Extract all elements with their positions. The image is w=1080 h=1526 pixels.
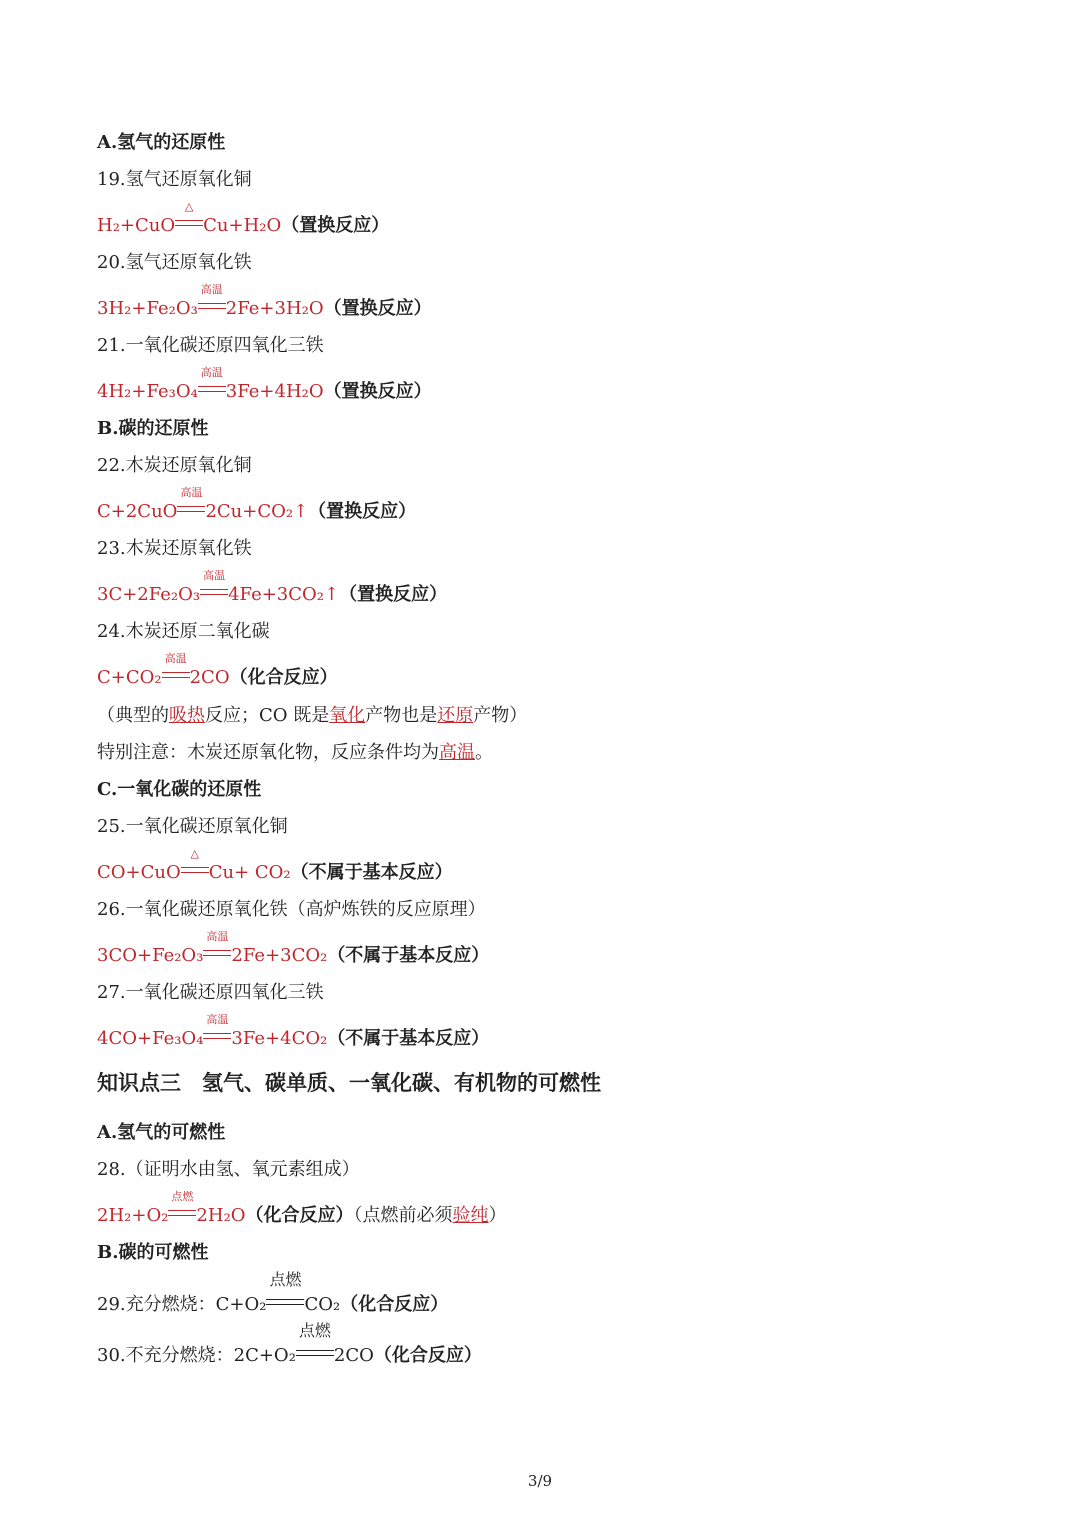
item-25: 25.一氧化碳还原氧化铜 bbox=[97, 816, 288, 837]
item-24: 24.木炭还原二氧化碳 bbox=[97, 621, 270, 642]
item-20: 20.氢气还原氧化铁 bbox=[97, 252, 252, 273]
section-b-title: B.碳的还原性 bbox=[97, 418, 209, 439]
section-c-title: C.一氧化碳的还原性 bbox=[97, 779, 262, 800]
item-28: 28.（证明水由氢、氧元素组成） bbox=[97, 1159, 360, 1180]
equation-20: 3H₂+Fe₂O₃ 高温 2Fe+3H₂O（置换反应） bbox=[97, 283, 432, 319]
item-21: 21.一氧化碳还原四氧化三铁 bbox=[97, 335, 324, 356]
item-26: 26.一氧化碳还原氧化铁（高炉炼铁的反应原理） bbox=[97, 899, 486, 920]
item-27: 27.一氧化碳还原四氧化三铁 bbox=[97, 982, 324, 1003]
item-22: 22.木炭还原氧化铜 bbox=[97, 455, 252, 476]
equation-28: 2H₂+O₂ 点燃 2H₂O（化合反应）（点燃前必须验纯） bbox=[97, 1190, 507, 1226]
page-number: 3/9 bbox=[527, 1472, 553, 1490]
equation-19: H₂+CuO △ Cu+H₂O（置换反应） bbox=[97, 200, 390, 236]
item-19: 19.氢气还原氧化铜 bbox=[97, 169, 252, 190]
note-special: 特别注意：木炭还原氧化物，反应条件均为高温。 bbox=[97, 742, 493, 763]
equation-29: 29.充分燃烧：C+O₂ 点燃 CO₂（化合反应） bbox=[97, 1270, 449, 1315]
knowledge-point-3-heading: 知识点三 氢气、碳单质、一氧化碳、有机物的可燃性 bbox=[97, 1071, 601, 1095]
equation-21: 4H₂+Fe₃O₄ 高温 3Fe+4H₂O（置换反应） bbox=[97, 366, 432, 402]
section-b2-title: B.碳的可燃性 bbox=[97, 1242, 209, 1263]
equation-26: 3CO+Fe₂O₃ 高温 2Fe+3CO₂（不属于基本反应） bbox=[97, 930, 490, 966]
equation-27: 4CO+Fe₃O₄ 高温 3Fe+4CO₂（不属于基本反应） bbox=[97, 1013, 490, 1049]
equation-22: C+2CuO 高温 2Cu+CO₂↑（置换反应） bbox=[97, 486, 417, 522]
equation-24: C+CO₂ 高温 2CO（化合反应） bbox=[97, 652, 338, 688]
item-23: 23.木炭还原氧化铁 bbox=[97, 538, 252, 559]
section-a2-title: A.氢气的可燃性 bbox=[97, 1122, 226, 1143]
equation-23: 3C+2Fe₂O₃ 高温 4Fe+3CO₂↑（置换反应） bbox=[97, 569, 448, 605]
note-endothermic: （典型的吸热反应；CO 既是氧化产物也是还原产物） bbox=[97, 705, 528, 726]
equation-30: 30.不充分燃烧：2C+O₂ 点燃 2CO（化合反应） bbox=[97, 1321, 482, 1366]
equation-25: CO+CuO △ Cu+ CO₂（不属于基本反应） bbox=[97, 847, 453, 883]
section-a-title: A.氢气的还原性 bbox=[97, 132, 226, 153]
